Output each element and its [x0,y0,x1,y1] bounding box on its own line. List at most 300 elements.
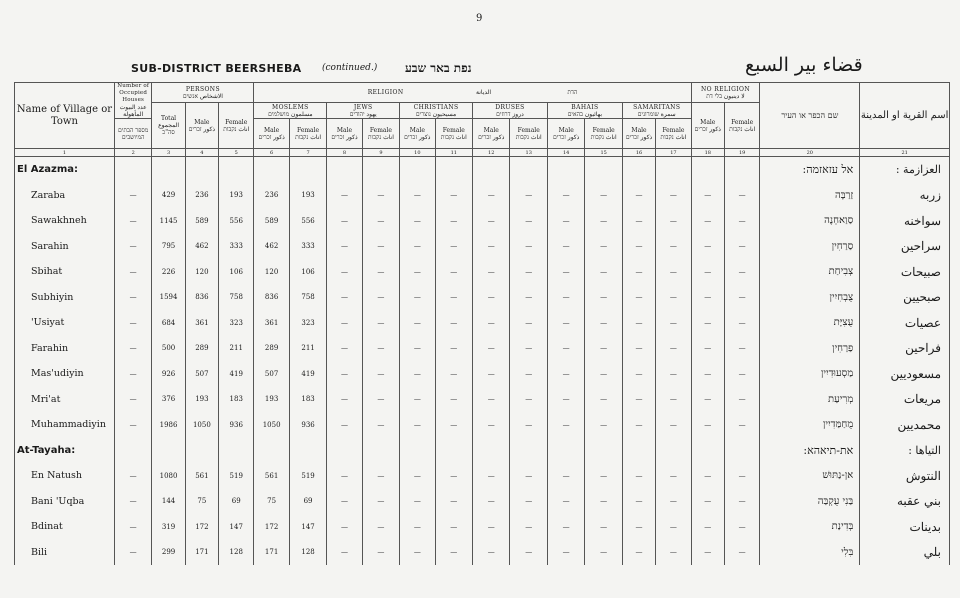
empty-cell: — [691,208,724,234]
empty-cell: — [362,489,399,515]
moslem-female-cell: 419 [289,361,326,387]
village-name-en: Bili [15,540,115,566]
column-number: 16 [622,149,655,157]
village-name-en: Zaraba [15,183,115,209]
empty-cell: — [585,310,622,336]
empty-cell: — [435,259,472,285]
empty-cell: — [691,259,724,285]
empty-cell: — [691,336,724,362]
village-name-ar: بني عقبه [860,489,950,515]
total-cell: 376 [152,387,185,413]
empty-cell: — [622,412,655,438]
moslem-male-cell: 120 [254,259,289,285]
female-cell: 147 [219,514,254,540]
header-druses: DRUSES دروز דרוזים [473,103,548,119]
village-name-he: בִּלִי [760,540,860,566]
houses-cell: — [114,285,151,311]
moslem-female-cell: 106 [289,259,326,285]
empty-cell [585,438,622,464]
empty-cell: — [362,285,399,311]
empty-cell: — [656,285,691,311]
empty-cell [510,157,547,183]
header-samaritans-male: Male ذكور זכרים [622,119,655,149]
empty-cell: — [547,412,584,438]
village-name-ar: فراحين [860,336,950,362]
village-name-en: Sawakhneh [15,208,115,234]
empty-cell: — [327,234,362,260]
empty-cell: — [362,336,399,362]
total-cell: 299 [152,540,185,566]
moslem-male-cell: 171 [254,540,289,566]
header-houses: Number of Occupied Houses عدد البيوت المأهولة [114,83,151,119]
empty-cell [656,438,691,464]
moslem-male-cell: 193 [254,387,289,413]
header-bahais-male: Male ذكور זכרים [547,119,584,149]
header-male: Male ذكور זכרים [185,103,218,149]
column-number: 15 [585,149,622,157]
empty-cell: — [473,285,510,311]
empty-cell: — [724,285,759,311]
empty-cell: — [473,234,510,260]
village-name-he: פַרַחִין [760,336,860,362]
empty-cell [435,157,472,183]
village-name-ar: سواخنه [860,208,950,234]
village-name-en: Bani 'Uqba [15,489,115,515]
empty-cell: — [622,208,655,234]
moslem-female-cell: 69 [289,489,326,515]
header-no-religion: NO RELIGION لا دينيون בלי דת [691,83,760,103]
empty-cell [435,438,472,464]
female-cell: 758 [219,285,254,311]
empty-cell: — [724,336,759,362]
empty-cell: — [400,208,435,234]
empty-cell: — [400,183,435,209]
empty-cell: — [656,234,691,260]
table-row [15,285,950,311]
empty-cell: — [622,361,655,387]
total-cell: 1145 [152,208,185,234]
empty-cell: — [585,514,622,540]
empty-cell: — [327,387,362,413]
houses-cell: — [114,489,151,515]
header-name-ar: اسم القرية او المدينة [860,83,950,149]
empty-cell [219,438,254,464]
empty-cell: — [585,412,622,438]
empty-cell: — [656,540,691,566]
empty-cell: — [327,310,362,336]
empty-cell: — [656,208,691,234]
female-cell: 106 [219,259,254,285]
column-number: 7 [289,149,326,157]
village-name-en: Sarahin [15,234,115,260]
village-name-ar: بلي [860,540,950,566]
empty-cell: — [400,514,435,540]
male-cell: 120 [185,259,218,285]
empty-cell: — [435,489,472,515]
village-name-he: עֻצִיָּת [760,310,860,336]
header-druses-male: Male ذكور זכרים [473,119,510,149]
village-name-he: סַוַאחְנֶה [760,208,860,234]
empty-cell: — [656,387,691,413]
village-name-en: Mas'udiyin [15,361,115,387]
empty-cell: — [585,540,622,566]
male-cell: 836 [185,285,218,311]
male-cell: 289 [185,336,218,362]
moslem-male-cell: 361 [254,310,289,336]
empty-cell: — [585,387,622,413]
empty-cell: — [510,463,547,489]
column-number: 6 [254,149,289,157]
male-cell: 193 [185,387,218,413]
empty-cell [362,438,399,464]
empty-cell: — [327,489,362,515]
empty-cell: — [400,361,435,387]
houses-cell: — [114,234,151,260]
male-cell: 171 [185,540,218,566]
total-cell: 144 [152,489,185,515]
village-name-ar: النتوش [860,463,950,489]
female-cell: 193 [219,183,254,209]
female-cell: 69 [219,489,254,515]
moslem-male-cell: 589 [254,208,289,234]
empty-cell [327,157,362,183]
male-cell: 507 [185,361,218,387]
empty-cell: — [622,183,655,209]
header-jews-male: Male ذكور זכרים [327,119,362,149]
total-cell: 429 [152,183,185,209]
empty-cell: — [547,489,584,515]
title-arabic: قضاء بير السبع [745,54,863,76]
empty-cell: — [473,259,510,285]
empty-cell: — [362,387,399,413]
empty-cell: — [400,259,435,285]
houses-cell: — [114,183,151,209]
empty-cell: — [656,259,691,285]
empty-cell: — [327,412,362,438]
village-name-he: סַרַחִין [760,234,860,260]
section-name-he: אל עזאזמה: [760,157,860,183]
empty-cell: — [547,259,584,285]
empty-cell: — [547,387,584,413]
houses-cell: — [114,310,151,336]
table-row [15,234,950,260]
male-cell: 561 [185,463,218,489]
column-number: 5 [219,149,254,157]
section-row [15,438,950,464]
empty-cell [362,157,399,183]
table-row [15,489,950,515]
column-number: 17 [656,149,691,157]
population-table [14,82,950,565]
empty-cell: — [473,463,510,489]
empty-cell: — [622,489,655,515]
empty-cell: — [327,361,362,387]
moslem-female-cell: 128 [289,540,326,566]
column-number: 21 [860,149,950,157]
female-cell: 211 [219,336,254,362]
moslem-female-cell: 211 [289,336,326,362]
empty-cell: — [547,234,584,260]
village-name-ar: عصيات [860,310,950,336]
empty-cell: — [585,336,622,362]
village-name-he: מַסְעוּדִיִין [760,361,860,387]
empty-cell [114,438,151,464]
houses-cell: — [114,514,151,540]
title-english: SUB-DISTRICT BEERSHEBA [131,62,302,75]
village-name-ar: مسعوديين [860,361,950,387]
empty-cell: — [400,336,435,362]
empty-cell: — [622,310,655,336]
houses-cell: — [114,387,151,413]
male-cell: 1050 [185,412,218,438]
empty-cell: — [691,489,724,515]
empty-cell [254,438,289,464]
total-cell: 226 [152,259,185,285]
moslem-male-cell: 1050 [254,412,289,438]
village-name-en: 'Usiyat [15,310,115,336]
empty-cell: — [473,310,510,336]
empty-cell: — [435,183,472,209]
empty-cell: — [622,540,655,566]
empty-cell: — [622,285,655,311]
section-name-ar: التياها : [860,438,950,464]
empty-cell: — [724,234,759,260]
header-total: Total المجموع סה"כ [152,103,185,149]
empty-cell: — [510,387,547,413]
empty-cell [656,157,691,183]
header-jews-female: Female اناث נקבות [362,119,399,149]
header-samaritans: SAMARITANS سمرة שומרונים [622,103,691,119]
empty-cell: — [400,234,435,260]
header-female: Female اناث נקבות [219,103,254,149]
empty-cell: — [473,489,510,515]
empty-cell: — [400,285,435,311]
empty-cell: — [656,183,691,209]
empty-cell [585,157,622,183]
village-name-en: Muhammadiyin [15,412,115,438]
total-cell: 1986 [152,412,185,438]
empty-cell [400,438,435,464]
empty-cell [691,157,724,183]
empty-cell: — [327,285,362,311]
table-row [15,361,950,387]
column-number: 20 [760,149,860,157]
empty-cell [510,438,547,464]
total-cell: 319 [152,514,185,540]
empty-cell: — [724,183,759,209]
houses-cell: — [114,412,151,438]
empty-cell: — [724,208,759,234]
empty-cell: — [435,387,472,413]
empty-cell [547,157,584,183]
houses-cell: — [114,540,151,566]
village-name-ar: صبحيين [860,285,950,311]
empty-cell: — [724,310,759,336]
empty-cell: — [362,310,399,336]
header-samaritans-female: Female اناث נקבות [656,119,691,149]
column-number: 11 [435,149,472,157]
empty-cell: — [547,514,584,540]
empty-cell: — [691,387,724,413]
empty-cell: — [435,361,472,387]
moslem-female-cell: 147 [289,514,326,540]
empty-cell: — [473,412,510,438]
empty-cell [185,438,218,464]
column-number: 8 [327,149,362,157]
houses-cell: — [114,336,151,362]
column-number: 14 [547,149,584,157]
empty-cell: — [691,540,724,566]
empty-cell: — [473,387,510,413]
empty-cell: — [691,234,724,260]
empty-cell: — [585,259,622,285]
empty-cell: — [473,208,510,234]
total-cell: 795 [152,234,185,260]
empty-cell: — [622,514,655,540]
village-name-ar: بدينات [860,514,950,540]
moslem-male-cell: 561 [254,463,289,489]
empty-cell: — [327,183,362,209]
section-name-he: את-תיאהא: [760,438,860,464]
column-number: 18 [691,149,724,157]
empty-cell: — [691,514,724,540]
empty-cell [254,157,289,183]
empty-cell: — [473,540,510,566]
column-number: 10 [400,149,435,157]
moslem-female-cell: 519 [289,463,326,489]
empty-cell: — [724,259,759,285]
village-name-ar: سراحين [860,234,950,260]
empty-cell: — [656,463,691,489]
male-cell: 172 [185,514,218,540]
header-moslems-male: Male ذكور זכרים [254,119,289,149]
empty-cell [473,438,510,464]
village-name-en: Sbihat [15,259,115,285]
total-cell: 926 [152,361,185,387]
empty-cell [724,157,759,183]
village-name-he: בַּנִי עֻקְבַּה [760,489,860,515]
female-cell: 556 [219,208,254,234]
header-houses-he: מספר הבתים המיושבים [114,119,151,149]
header-nr-male: Male ذكور זכרים [691,103,724,149]
empty-cell [152,157,185,183]
empty-cell [622,438,655,464]
empty-cell: — [547,285,584,311]
male-cell: 236 [185,183,218,209]
header-name-en: Name of Village or Town [15,83,115,149]
moslem-male-cell: 236 [254,183,289,209]
empty-cell: — [400,463,435,489]
total-cell: 1080 [152,463,185,489]
female-cell: 323 [219,310,254,336]
empty-cell: — [327,336,362,362]
moslem-female-cell: 183 [289,387,326,413]
moslem-male-cell: 462 [254,234,289,260]
total-cell: 1594 [152,285,185,311]
empty-cell [691,438,724,464]
empty-cell: — [656,489,691,515]
header-druses-female: Female اناث נקבות [510,119,547,149]
table-row [15,336,950,362]
header-bahais: BAHAIS بهائيون בהאים [547,103,622,119]
empty-cell: — [691,285,724,311]
moslem-male-cell: 507 [254,361,289,387]
empty-cell: — [691,463,724,489]
village-name-en: Mri'at [15,387,115,413]
empty-cell: — [724,489,759,515]
header-persons: PERSONS الاشخاص אנשים [152,83,254,103]
empty-cell: — [362,361,399,387]
village-name-en: Subhiyin [15,285,115,311]
empty-cell: — [691,412,724,438]
village-name-he: מֻחַמַּדִיִין [760,412,860,438]
empty-cell [400,157,435,183]
empty-cell: — [656,514,691,540]
empty-cell: — [622,259,655,285]
empty-cell: — [622,463,655,489]
empty-cell: — [400,489,435,515]
section-row [15,157,950,183]
village-name-he: בְּדִינַת [760,514,860,540]
header-bahais-female: Female اناث נקבות [585,119,622,149]
empty-cell [185,157,218,183]
section-name-ar: العزازمة : [860,157,950,183]
empty-cell: — [435,285,472,311]
moslem-female-cell: 193 [289,183,326,209]
empty-cell: — [585,183,622,209]
empty-cell: — [327,514,362,540]
empty-cell: — [435,336,472,362]
empty-cell: — [691,183,724,209]
empty-cell: — [473,183,510,209]
female-cell: 183 [219,387,254,413]
empty-cell: — [362,208,399,234]
female-cell: 128 [219,540,254,566]
empty-cell: — [585,361,622,387]
empty-cell: — [362,540,399,566]
male-cell: 361 [185,310,218,336]
empty-cell [327,438,362,464]
empty-cell [547,438,584,464]
empty-cell: — [547,361,584,387]
empty-cell: — [435,310,472,336]
male-cell: 462 [185,234,218,260]
empty-cell: — [400,412,435,438]
empty-cell: — [656,361,691,387]
village-name-en: Farahin [15,336,115,362]
houses-cell: — [114,463,151,489]
moslem-male-cell: 289 [254,336,289,362]
header-moslems-female: Female اناث נקבות [289,119,326,149]
empty-cell: — [510,336,547,362]
moslem-female-cell: 936 [289,412,326,438]
empty-cell: — [656,412,691,438]
empty-cell: — [362,514,399,540]
village-name-he: אן-נַתּוּשׁ [760,463,860,489]
empty-cell: — [724,463,759,489]
page-number: 9 [476,13,483,24]
empty-cell: — [622,336,655,362]
empty-cell: — [547,183,584,209]
empty-cell: — [547,336,584,362]
empty-cell: — [724,361,759,387]
empty-cell: — [510,361,547,387]
empty-cell: — [585,463,622,489]
table-row [15,412,950,438]
empty-cell [289,438,326,464]
empty-cell: — [362,463,399,489]
moslem-female-cell: 323 [289,310,326,336]
